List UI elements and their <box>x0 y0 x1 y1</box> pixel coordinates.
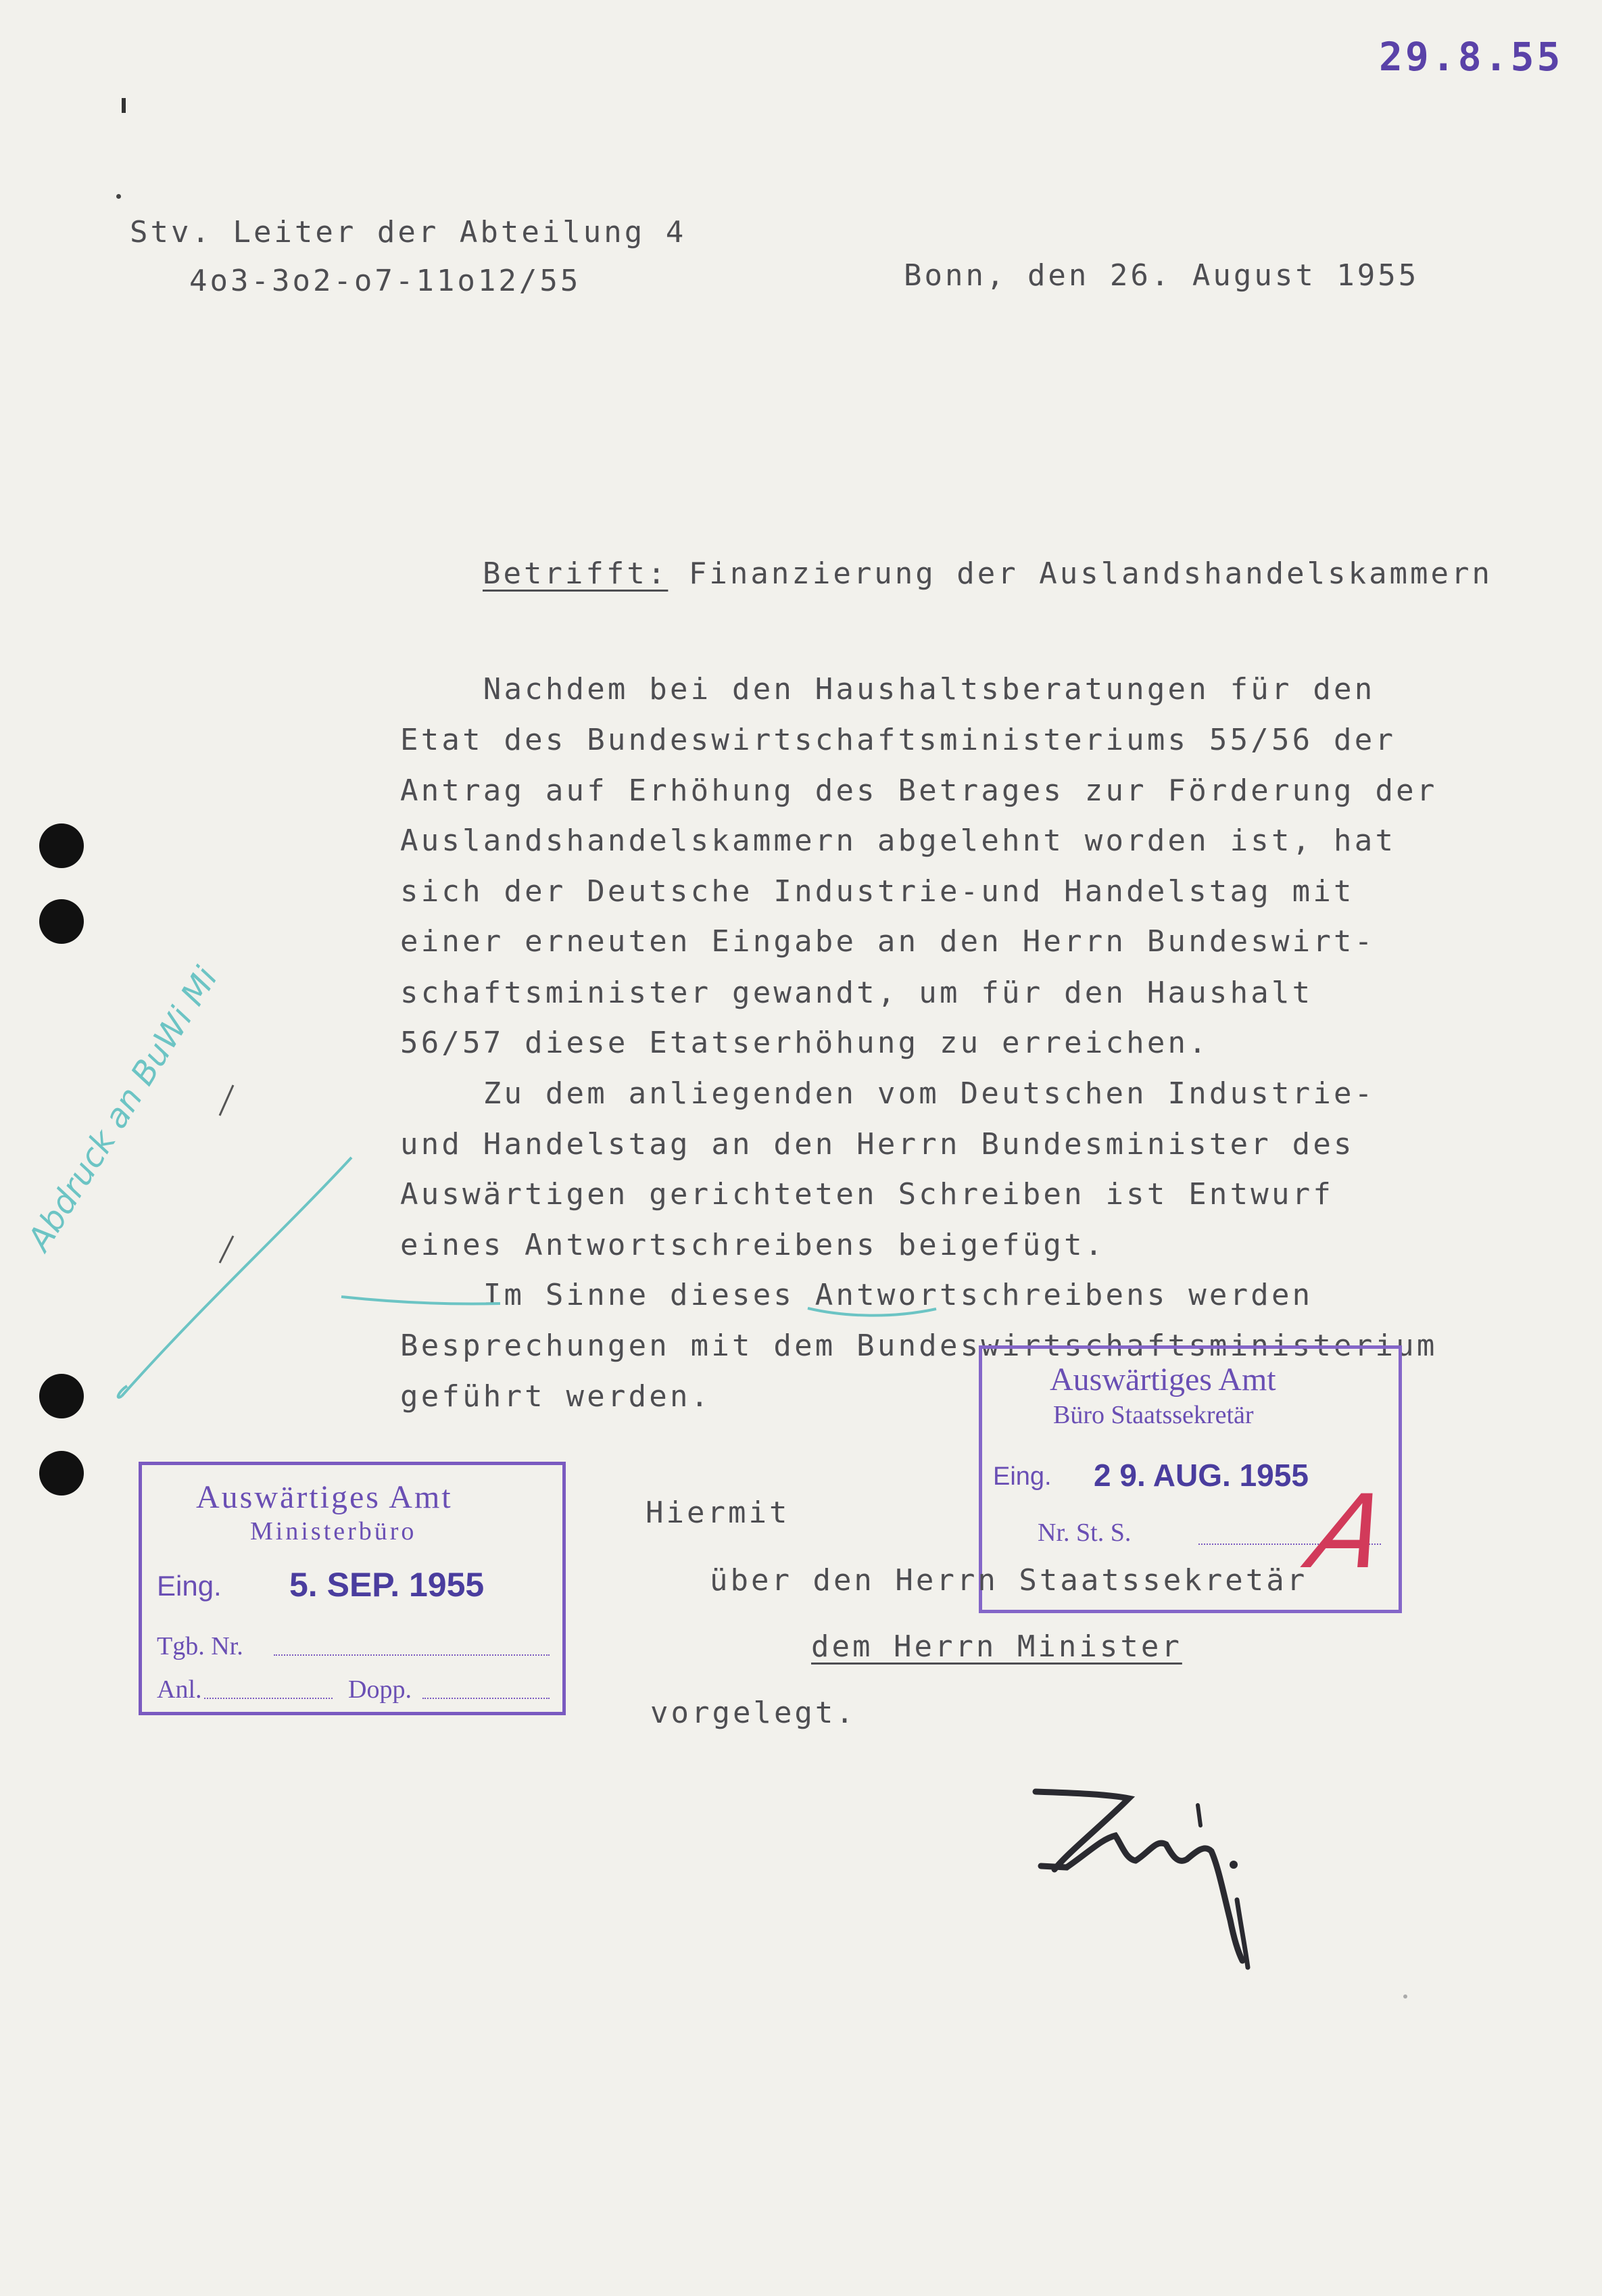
body-line: 56/57 diese Etatserhöhung zu erreichen. <box>400 1026 1209 1060</box>
stamp-dopp-line <box>422 1698 550 1699</box>
body-line: sich der Deutsche Industrie-und Handelstag mit <box>400 874 1355 909</box>
body-line: eines Antwortschreibens beigefügt. <box>400 1228 1106 1262</box>
stamp-eing-label: Eing. <box>157 1570 222 1602</box>
reference-number: 4o3-3o2-o7-11o12/55 <box>189 264 581 298</box>
body-line: geführt werden. <box>400 1379 712 1414</box>
submission-to: dem Herrn Minister <box>811 1629 1182 1664</box>
body-line: schaftsminister gewandt, um für den Haushalt <box>400 976 1313 1010</box>
submission-vorgelegt: vorgelegt. <box>650 1696 856 1730</box>
stamp-nr-label: Nr. St. S. <box>1038 1518 1132 1547</box>
subject-label: Betrifft: <box>482 556 669 591</box>
body-line: Nachdem bei den Haushaltsberatungen für den <box>400 672 1376 707</box>
stamp-title: Auswärtiges Amt <box>196 1479 453 1515</box>
stamp-ministerbuero <box>139 1462 566 1715</box>
subject-text: Finanzierung der Auslandshandelskammern <box>688 556 1493 591</box>
stamp-anl-label: Anl. <box>157 1675 202 1704</box>
body-line: Auswärtigen gerichteten Schreiben ist Entwurf <box>400 1177 1334 1212</box>
body-line: Im Sinne dieses Antwortschreibens werden <box>400 1278 1313 1312</box>
stamp-tgb-label: Tgb. Nr. <box>157 1632 243 1660</box>
submission-via: über den Herrn Staatssekretär <box>710 1563 1308 1598</box>
signature <box>1027 1771 1257 1974</box>
stamp-title: Auswärtiges Amt <box>1050 1362 1276 1397</box>
receipt-date-stamp: 29.8.55 <box>1379 34 1563 80</box>
stamp-date: 2 9. AUG. 1955 <box>1094 1458 1309 1493</box>
body-line: einer erneuten Eingabe an den Herrn Bundeswirt- <box>400 924 1376 959</box>
stamp-eing-label: Eing. <box>993 1462 1052 1491</box>
body-line: Auslandshandelskammern abgelehnt worden ist, hat <box>400 823 1397 858</box>
stamp-anl-line <box>204 1698 333 1699</box>
stamp-tgb-line <box>274 1654 550 1656</box>
margin-note: Abdruck an BuWi Mi <box>20 960 226 1258</box>
body-line: und Handelstag an den Herrn Bundesminister des <box>400 1127 1355 1162</box>
submission-hiermit: Hiermit <box>646 1496 790 1530</box>
body-line: Besprechungen mit dem Bundeswirtschaftsministerium <box>400 1329 1438 1363</box>
stamp-date: 5. SEP. 1955 <box>289 1566 485 1604</box>
body-line: Antrag auf Erhöhung des Betrages zur Förderung der <box>400 773 1438 808</box>
body-line: Etat des Bundeswirtschaftsministeriums 55/56 der <box>400 723 1397 757</box>
stamp-dopp-label: Dopp. <box>348 1675 412 1704</box>
place-date: Bonn, den 26. August 1955 <box>904 258 1419 293</box>
red-mark: A <box>1299 1474 1399 1592</box>
stamp-subtitle: Ministerbüro <box>250 1517 417 1546</box>
stamp-subtitle: Büro Staatssekretär <box>1053 1401 1254 1429</box>
paper-speck <box>1403 1994 1407 1999</box>
sender-line: Stv. Leiter der Abteilung 4 <box>130 215 687 249</box>
body-line: Zu dem anliegenden vom Deutschen Industrie- <box>400 1076 1376 1111</box>
